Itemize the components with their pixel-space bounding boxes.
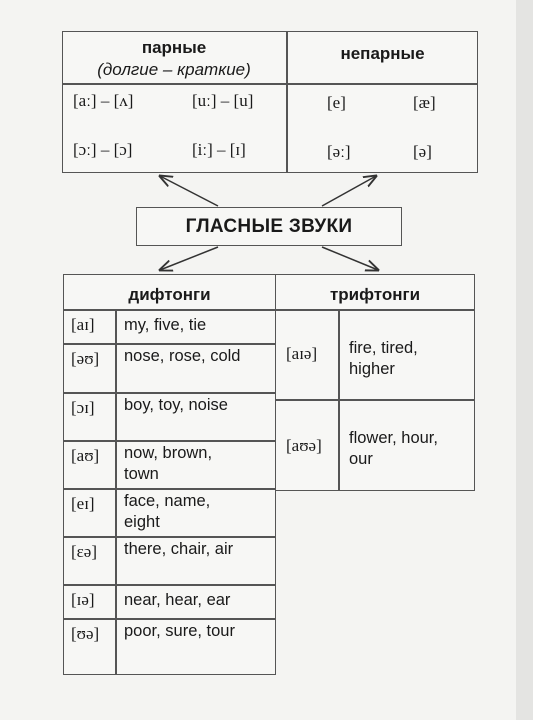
paired-header: парные: [141, 38, 207, 57]
diphthongs-row-line: [63, 536, 276, 538]
diphthongs-column-divider: [115, 309, 117, 675]
vowels-title: ГЛАСНЫЕ ЗВУКИ: [136, 207, 402, 246]
diphthongs-row-line: [63, 392, 276, 394]
diphthongs-header: дифтонги: [128, 285, 211, 304]
diphthongs-header-line: [63, 309, 276, 311]
triphthong-examples: flower, hour, our: [349, 429, 438, 468]
diphthongs-row-line: [63, 584, 276, 586]
diphthongs-row-line: [63, 618, 276, 620]
unpaired-sound: [ə]: [413, 142, 432, 161]
unpaired-sound: [æ]: [413, 93, 436, 112]
diphthong-sound: [aʊ]: [71, 446, 100, 465]
paired-pair: [ɔː] – [ɔ]: [73, 140, 133, 159]
paired-pair: [iː] – [ɪ]: [192, 140, 246, 159]
diphthong-sound: [eɪ]: [71, 494, 95, 513]
diphthong-examples: poor, sure, tour: [124, 622, 235, 640]
diphthongs-row-line: [63, 440, 276, 442]
unpaired-sound: [əː]: [327, 142, 351, 161]
diphthong-sound: [aɪ]: [71, 315, 95, 334]
triphthongs-row-line: [275, 399, 475, 401]
diphthongs-row-line: [63, 343, 276, 345]
diphthong-examples: near, hear, ear: [124, 591, 231, 609]
paired-pair: [aː] – [ʌ]: [73, 91, 134, 110]
diphthong-sound: [ʊə]: [71, 624, 100, 643]
paired-pair: [uː] – [u]: [192, 91, 254, 110]
diphthong-examples: boy, toy, noise: [124, 396, 228, 414]
arrow-to-diphthongs: [160, 247, 218, 270]
arrow-to-triphthongs: [322, 247, 378, 270]
diphthong-examples: nose, rose, cold: [124, 347, 241, 365]
triphthong-examples: fire, tired, higher: [349, 339, 418, 378]
unpaired-sound: [e]: [327, 93, 346, 112]
arrow-to-paired: [160, 176, 218, 206]
triphthong-sound: [aɪə]: [286, 344, 318, 363]
unpaired-header: непарные: [340, 44, 425, 63]
triphthong-sound: [aʊə]: [286, 436, 322, 455]
triphthongs-header-line: [275, 309, 475, 311]
diphthong-examples: face, name, eight: [124, 492, 211, 531]
diphthong-examples: now, brown, town: [124, 444, 213, 483]
triphthongs-header: трифтонги: [329, 285, 421, 304]
diphthongs-row-line: [63, 488, 276, 490]
diphthong-sound: [ɛə]: [71, 542, 98, 561]
paired-subheader: (долгие – краткие): [97, 60, 251, 79]
diphthong-sound: [əʊ]: [71, 349, 100, 368]
diphthong-sound: [ɔɪ]: [71, 398, 95, 417]
diphthong-sound: [ɪə]: [71, 590, 95, 609]
arrow-to-unpaired: [322, 176, 376, 206]
diphthong-examples: there, chair, air: [124, 540, 234, 558]
diphthong-examples: my, five, tie: [124, 316, 207, 334]
